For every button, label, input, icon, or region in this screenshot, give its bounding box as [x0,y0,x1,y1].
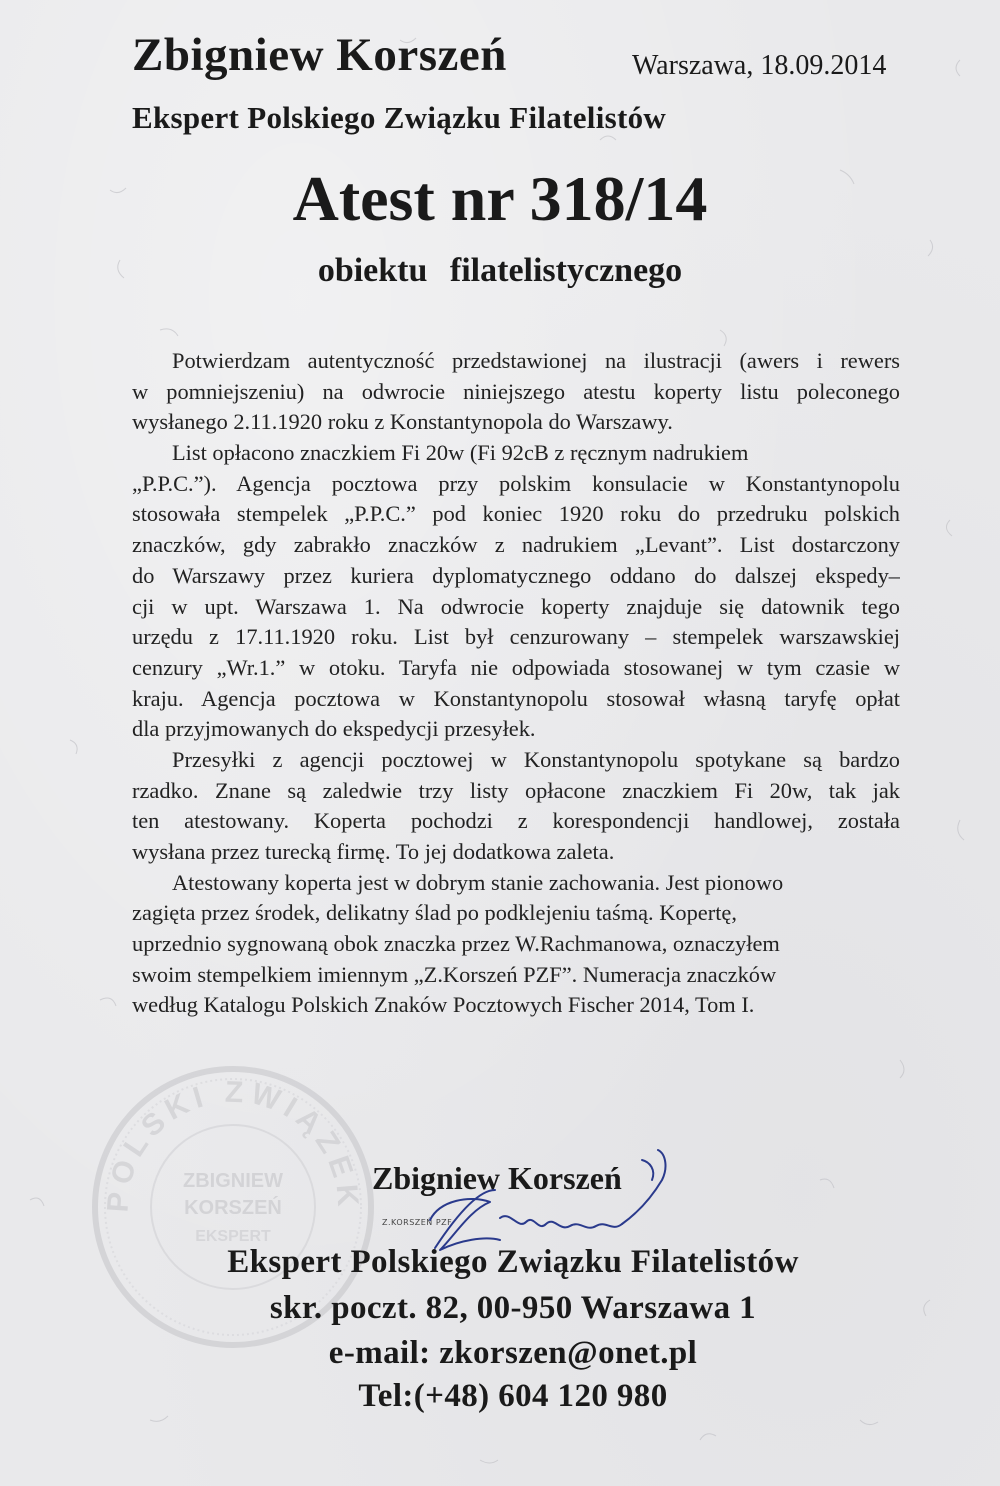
svg-text:POLSKI ZWIĄZEK [101,1076,364,1214]
body-line: Przesyłki z agencji pocztowej w Konstantynopolu spotykane są bardzo [172,746,900,772]
body-line: cji w upt. Warszawa 1. Na odwrocie koperty znajduje się datownik tego [132,593,900,619]
body-line: uprzednio sygnowaną obok znaczka przez W.Rachmanowa, oznaczyłem [132,931,780,957]
body-line: Atestowany koperta jest w dobrym stanie zachowania. Jest pionowo [172,869,784,895]
body-line: kraju. Agencja pocztowa w Konstantynopolu stosował własną taryfę opłat [132,685,900,711]
body-line: cenzury „Wr.1.” w otoku. Taryfa nie odpowiada stosowanej w tym czasie w [132,654,900,680]
seal-line: EKSPERT [195,1228,271,1245]
footer-title: Ekspert Polskiego Związku Filatelistów [227,1244,799,1280]
certificate-title: Atest nr 318/14 [292,163,708,234]
body-line: wysłana przez turecką firmę. To jej dodatkowa zaleta. [132,839,615,864]
certificate-body [132,346,900,1021]
footer-address: skr. poczt. 82, 00-950 Warszawa 1 [269,1290,757,1326]
body-line: urzędu z 17.11.1920 roku. List był cenzurowany – stempelek warszawskiej [132,624,900,650]
body-line: w pomniejszeniu) na odwrocie niniejszego atestu koperty listu poleconego [132,378,900,404]
body-line: Potwierdzam autentyczność przedstawionej na ilustracji (awers i rewers [172,348,900,373]
body-line: dla przyjmowanych do ekspedycji przesyłek. [132,716,536,742]
signatory-name: Zbigniew Korszeń [372,1160,622,1196]
body-line: „P.P.C.”). Agencja pocztowa przy polskim konsulacie w Konstantynopolu [132,470,900,496]
body-line: List opłacono znaczkiem Fi 20w (Fi 92cB z ręcznym nadrukiem [172,440,749,466]
body-line: do Warszawy przez kuriera dyplomatycznego oddano do dalszej ekspedy– [132,562,900,588]
body-line: wysłanego 2.11.1920 roku z Konstantynopola do Warszawy. [132,409,673,435]
body-line: zagięta przez środek, delikatny ślad po podklejeniu taśmą. Kopertę, [132,900,737,926]
body-line: stosowała stempelek „P.P.C.” pod koniec 1920 roku do przedruku polskich [132,501,900,527]
name-stamp: Z.KORSZEŃ PZF [382,1218,453,1227]
body-line: znaczków, gdy zabrakło znaczków z nadrukiem „Levant”. List dostarczony [132,532,900,558]
expert-title: Ekspert Polskiego Związku Filatelistów [132,100,667,135]
seal-line: KORSZEŃ [184,1197,282,1219]
body-line: swoim stempelkiem imiennym „Z.Korszeń PZF”. Numeracja znaczków [132,961,777,987]
body-line: ten atestowany. Koperta pochodzi z korespondencji handlowej, została [132,808,900,834]
certificate-subtitle: obiektu filatelistycznego [317,252,683,289]
seal-ring-text: POLSKI ZWIĄZEK [101,1075,365,1214]
body-line: według Katalogu Polskich Znaków Pocztowych Fischer 2014, Tom I. [132,992,755,1018]
footer-phone: Tel:(+48) 604 120 980 [358,1378,668,1414]
seal-line: ZBIGNIEW [183,1170,283,1192]
body-line: rzadko. Znane są zaledwie trzy listy opłacone znaczkiem Fi 20w, tak jak [132,777,900,803]
footer-email: e-mail: zkorszen@onet.pl [328,1335,698,1371]
place-date: Warszawa, 18.09.2014 [632,50,887,81]
expert-name-heading: Zbigniew Korszeń [132,29,507,81]
